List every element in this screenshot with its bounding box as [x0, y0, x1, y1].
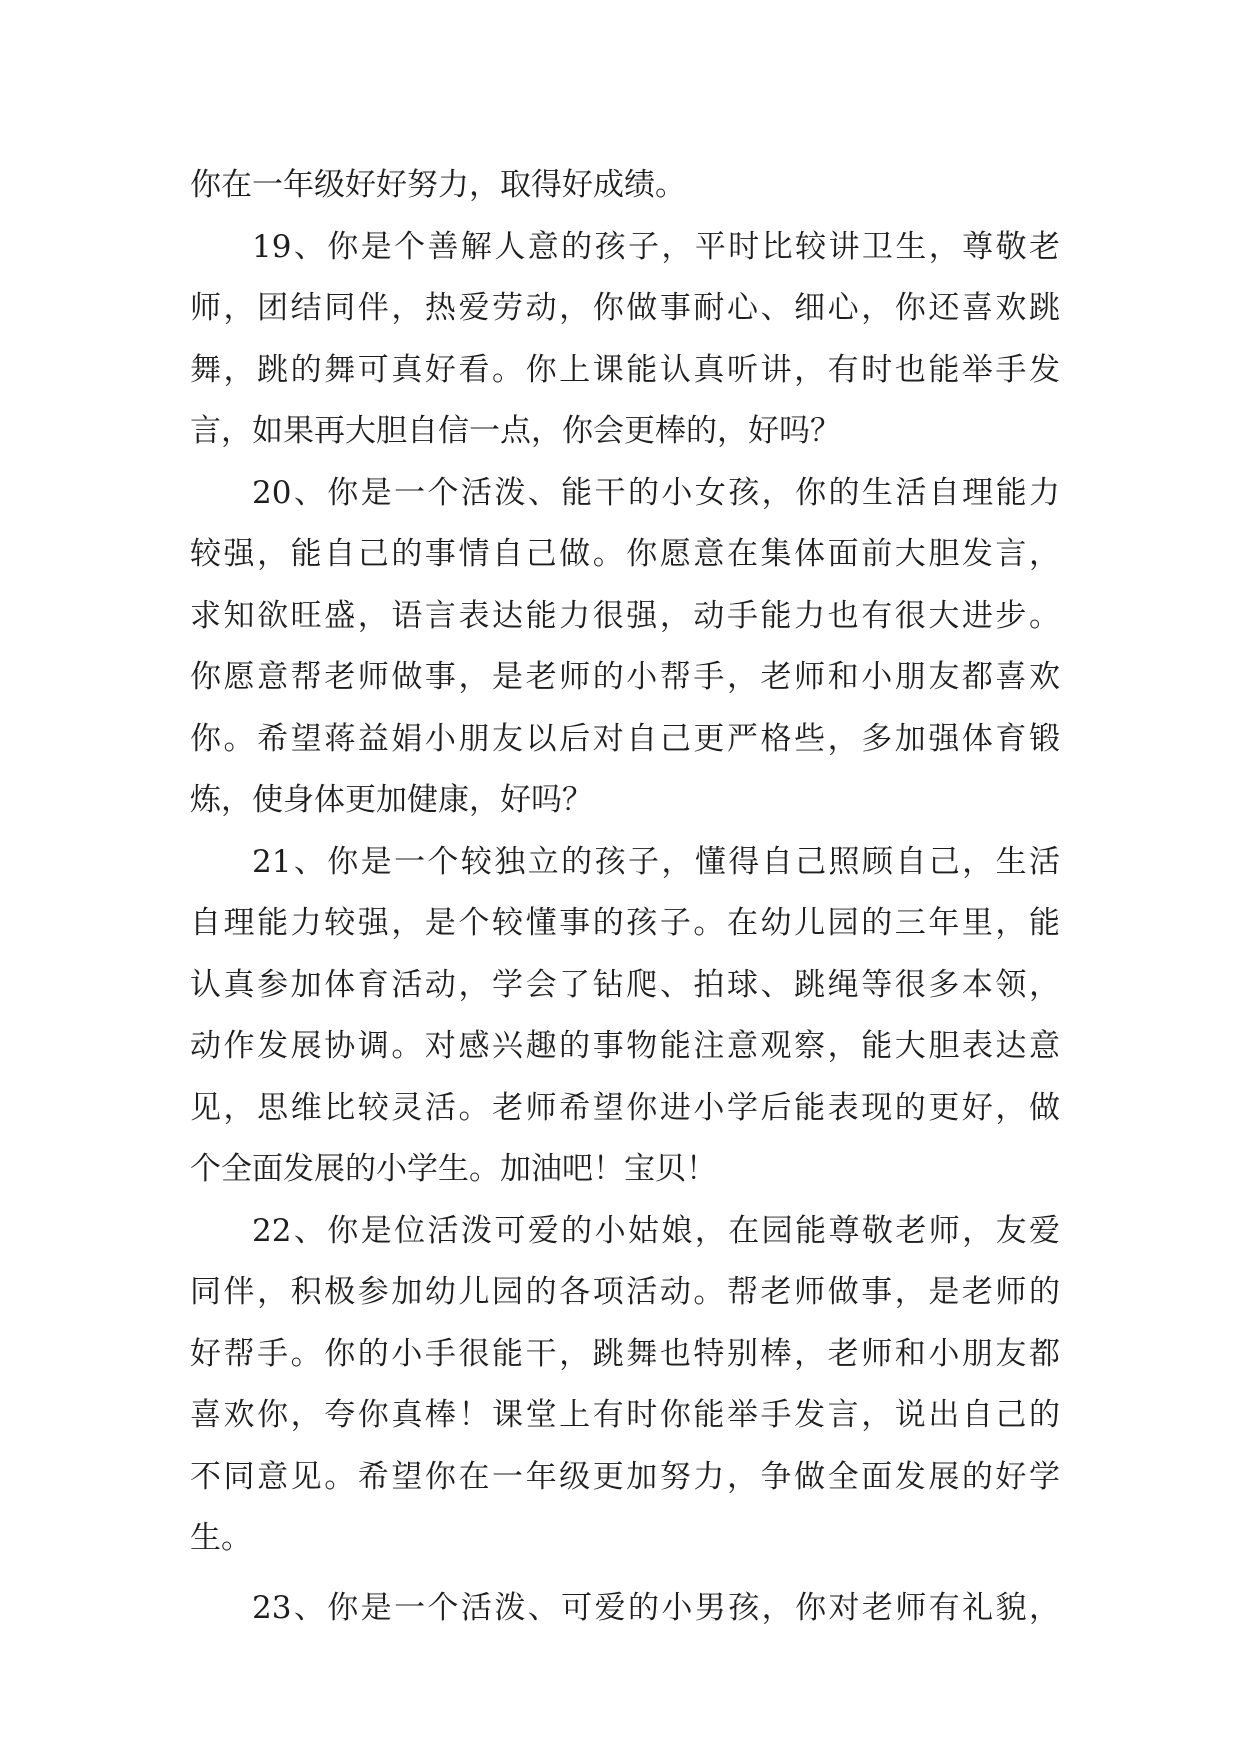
text-line-20: 好帮手。你的小手很能干，跳舞也特别棒，老师和小朋友都: [190, 1335, 1060, 1372]
text-line-3: 师，团结同伴，热爱劳动，你做事耐心、细心，你还喜欢跳: [190, 290, 1060, 326]
text-line-1: 你在一年级好好努力，取得好成绩。: [190, 167, 686, 203]
text-line-21: 喜欢你，夸你真棒！课堂上有时你能举手发言，说出自己的: [190, 1397, 1060, 1433]
text-line-14: 认真参加体育活动，学会了钻爬、拍球、跳绳等很多本领，: [190, 966, 1060, 1003]
text-line-8: 求知欲旺盛，语言表达能力很强，动手能力也有很大进步。: [190, 597, 1060, 634]
text-line-4: 舞，跳的舞可真好看。你上课能认真听讲，有时也能举手发: [190, 351, 1060, 388]
text-line-11: 炼，使身体更加健康，好吗？: [190, 782, 593, 818]
text-line-7: 较强，能自己的事情自己做。你愿意在集体面前大胆发言，: [190, 536, 1060, 572]
text-line-16: 见，思维比较灵活。老师希望你进小学后能表现的更好，做: [190, 1089, 1060, 1126]
text-line-19: 同伴，积极参加幼儿园的各项活动。帮老师做事，是老师的: [190, 1274, 1060, 1310]
text-line-13: 自理能力较强，是个较懂事的孩子。在幼儿园的三年里，能: [190, 905, 1060, 941]
text-line-6: 20、你是一个活泼、能干的小女孩，你的生活自理能力: [252, 474, 1060, 511]
text-line-17: 个全面发展的小学生。加油吧！宝贝！: [190, 1151, 717, 1187]
document-body: [190, 155, 1060, 1639]
text-line-15: 动作发展协调。对感兴趣的事物能注意观察，能大胆表达意: [190, 1028, 1060, 1064]
text-line-18: 22、你是位活泼可爱的小姑娘，在园能尊敬老师，友爱: [252, 1212, 1060, 1249]
text-line-24: 23、你是一个活泼、可爱的小男孩，你对老师有礼貌，: [252, 1589, 1060, 1626]
text-line-2: 19、你是个善解人意的孩子，平时比较讲卫生，尊敬老: [252, 228, 1060, 265]
text-line-9: 你愿意帮老师做事，是老师的小帮手，老师和小朋友都喜欢: [190, 659, 1060, 695]
text-line-12: 21、你是一个较独立的孩子，懂得自己照顾自己，生活: [252, 843, 1060, 880]
text-line-5: 言，如果再大胆自信一点，你会更棒的，好吗？: [190, 413, 841, 449]
text-line-10: 你。希望蒋益娟小朋友以后对自己更严格些，多加强体育锻: [190, 720, 1060, 757]
text-line-23: 生。: [190, 1520, 252, 1556]
text-line-22: 不同意见。希望你在一年级更加努力，争做全面发展的好学: [190, 1458, 1060, 1495]
